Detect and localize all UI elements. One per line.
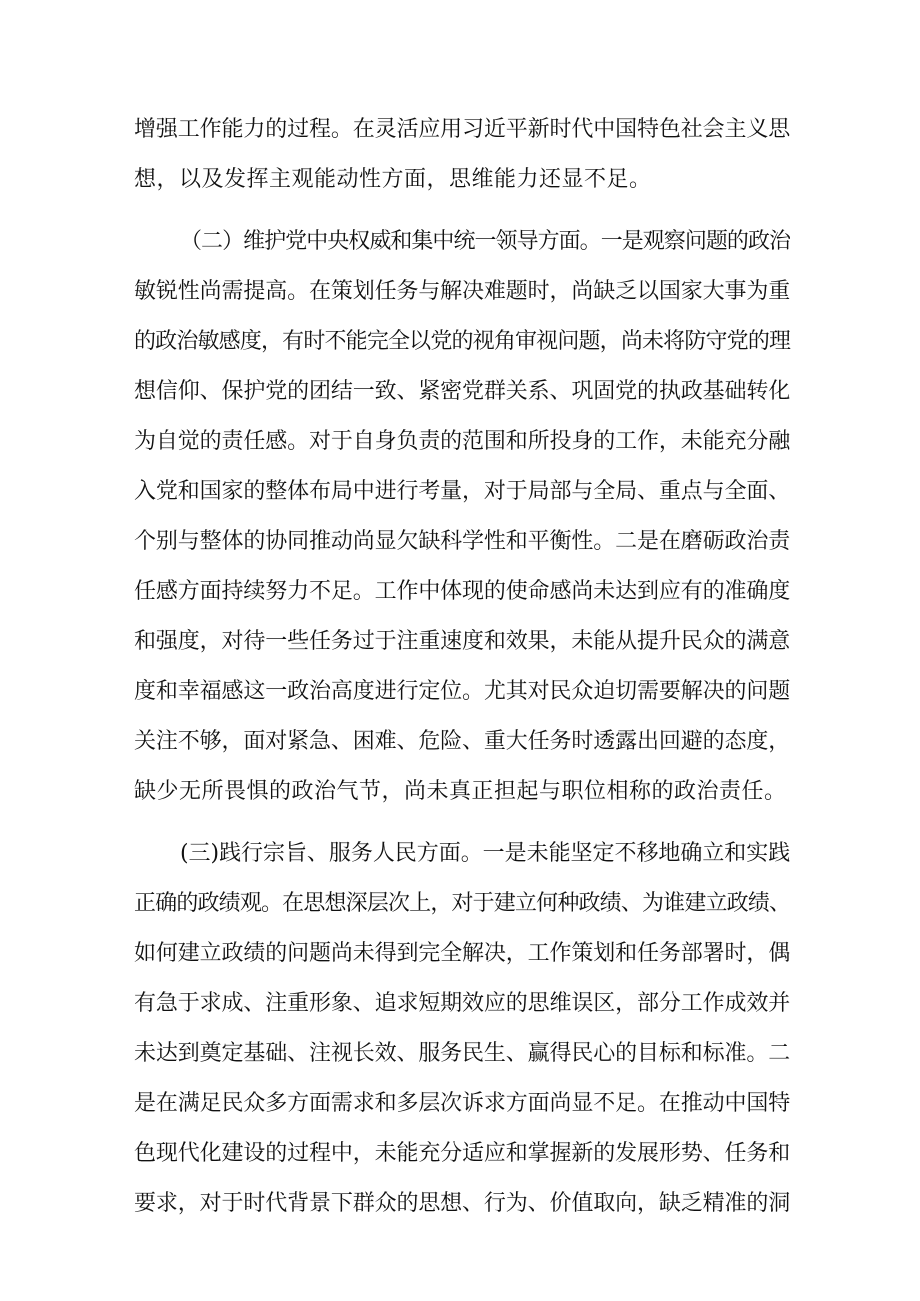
paragraph-line: 正确的政绩观。在思想深层次上，对于建立何种政绩、为谁建立政绩、 [134,891,790,916]
paragraph-line: 个别与整体的协同推动尚显欠缺科学性和平衡性。二是在磨砺政治责 [134,529,790,554]
paragraph-line: 任感方面持续努力不足。工作中体现的使命感尚未达到应有的准确度 [134,579,790,604]
paragraph-line: 为自觉的责任感。对于自身负责的范围和所投身的工作，未能充分融 [134,429,790,454]
paragraph-line: 入党和国家的整体布局中进行考量，对于局部与全局、重点与全面、 [134,479,790,504]
paragraph-line: 想，以及发挥主观能动性方面，思维能力还显不足。 [134,167,652,192]
paragraph-line: 增强工作能力的过程。在灵活应用习近平新时代中国特色社会主义思 [134,117,790,142]
paragraph-line: 的政治敏感度，有时不能完全以党的视角审视问题，尚未将防守党的理 [134,329,790,354]
paragraph-line: 敏锐性尚需提高。在策划任务与解决难题时，尚缺乏以国家大事为重 [134,279,790,304]
section-two-heading-line: （二）维护党中央权威和集中统一领导方面。一是观察问题的政治 [180,229,790,254]
paragraph-line: 未达到奠定基础、注视长效、服务民生、赢得民心的目标和标准。二 [134,1041,790,1066]
paragraph-line: 如何建立政绩的问题尚未得到完全解决，工作策划和任务部署时，偶 [134,941,790,966]
paragraph-line: 色现代化建设的过程中，未能充分适应和掌握新的发展形势、任务和 [134,1141,790,1166]
paragraph-line: 想信仰、保护党的团结一致、紧密党群关系、巩固党的执政基础转化 [134,379,790,404]
section-three-heading-line: (三)践行宗旨、服务人民方面。一是未能坚定不移地确立和实践 [180,841,790,866]
paragraph-line: 关注不够，面对紧急、困难、危险、重大任务时透露出回避的态度， [134,729,790,754]
paragraph-line: 缺少无所畏惧的政治气节，尚未真正担起与职位相称的政治责任。 [134,779,787,804]
paragraph-line: 度和幸福感这一政治高度进行定位。尤其对民众迫切需要解决的问题 [134,679,790,704]
paragraph-line: 要求，对于时代背景下群众的思想、行为、价值取向，缺乏精准的洞 [134,1191,790,1216]
paragraph-line: 和强度，对待一些任务过于注重速度和效果，未能从提升民众的满意 [134,629,790,654]
paragraph-line: 是在满足民众多方面需求和多层次诉求方面尚显不足。在推动中国特 [134,1091,790,1116]
paragraph-line: 有急于求成、注重形象、追求短期效应的思维误区，部分工作成效并 [134,991,790,1016]
